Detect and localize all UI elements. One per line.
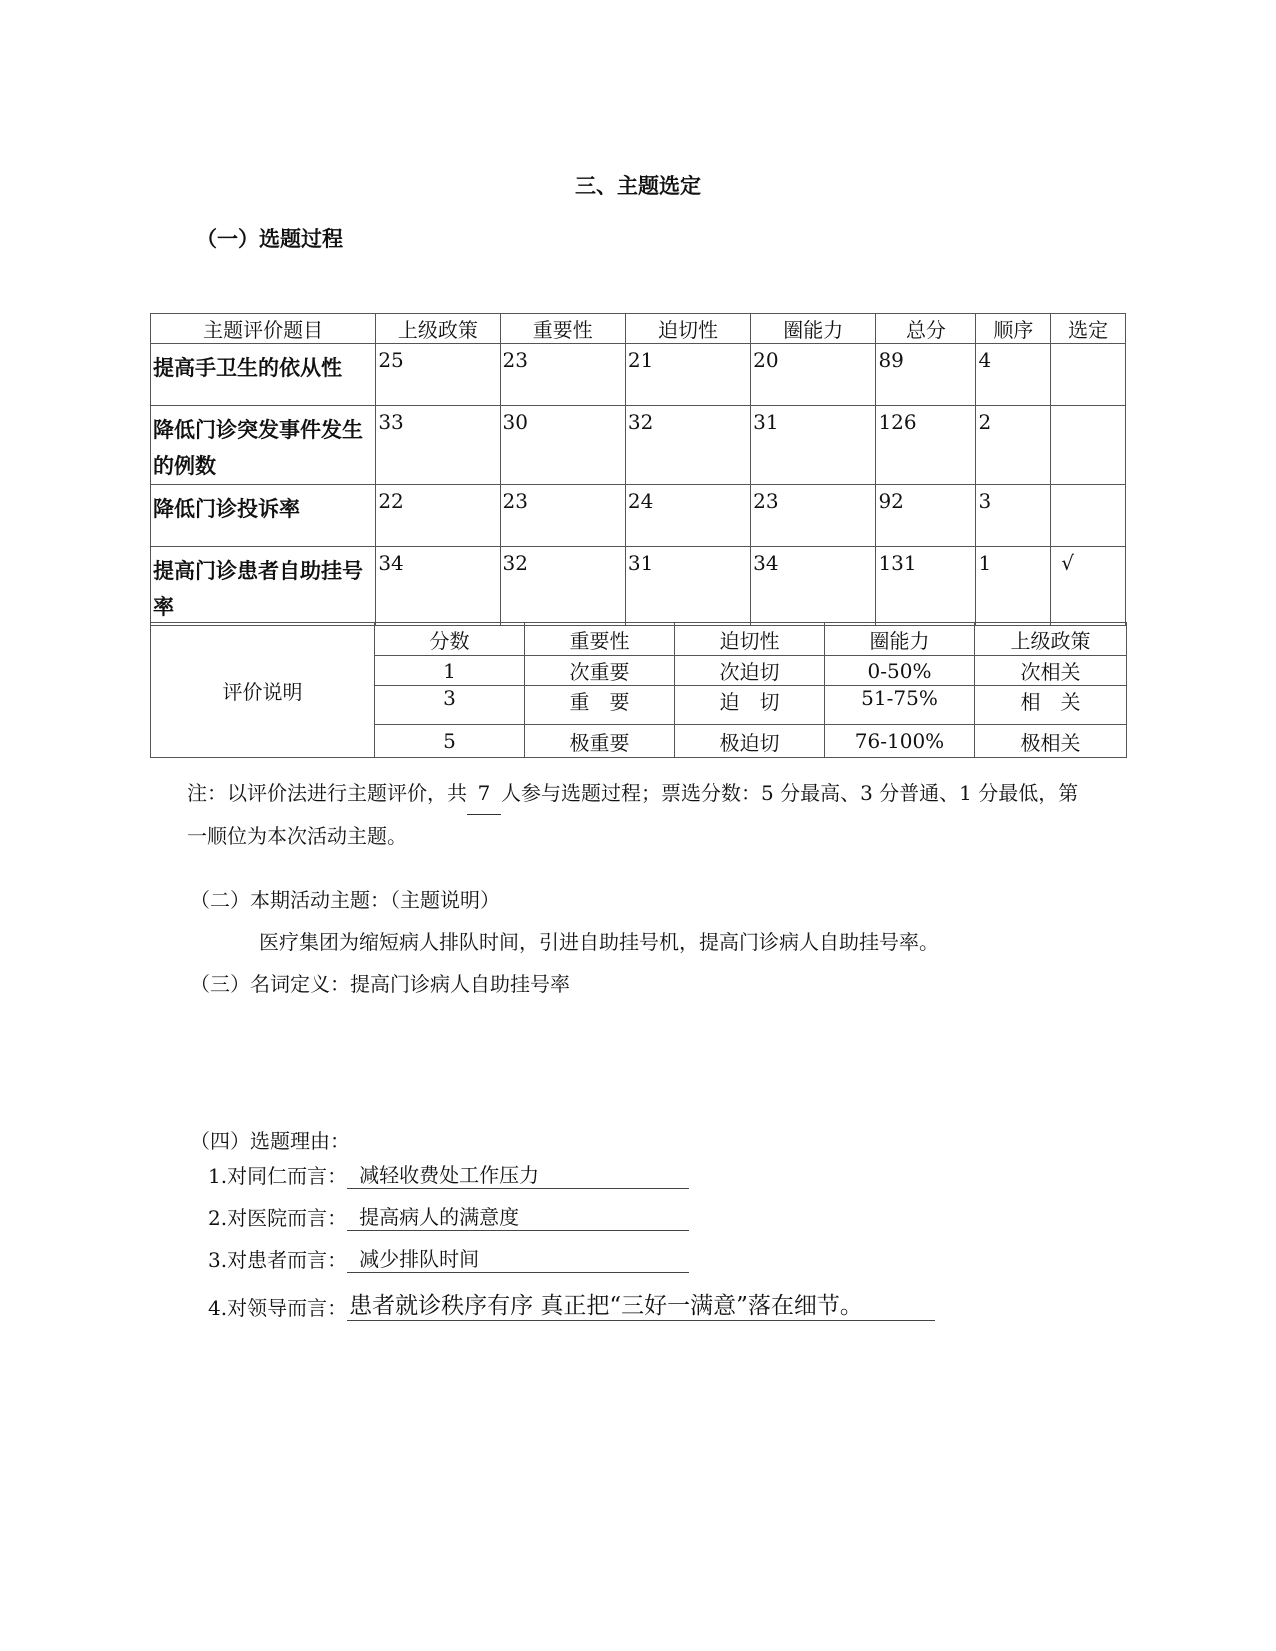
cell-selected: √ bbox=[1051, 547, 1126, 626]
table-row bbox=[151, 547, 1126, 626]
legend-cell: 极重要 bbox=[525, 725, 675, 758]
header-urgency: 迫切性 bbox=[625, 314, 750, 344]
reason-value: 提高病人的满意度 bbox=[347, 1201, 689, 1231]
header-topic: 主题评价题目 bbox=[151, 314, 376, 344]
reason-label: 4.对领导而言： bbox=[208, 1296, 348, 1320]
cell-total: 89 bbox=[876, 344, 976, 406]
header-selected: 选定 bbox=[1051, 314, 1126, 344]
cell-policy: 33 bbox=[376, 406, 500, 485]
reason-label: 3.对患者而言： bbox=[208, 1248, 348, 1272]
reason-value: 患者就诊秩序有序 真正把“三好一满意”落在细节。 bbox=[347, 1287, 935, 1321]
participant-count: 7 bbox=[467, 772, 501, 815]
table-header-row bbox=[151, 314, 1126, 344]
legend-cell: 76-100% bbox=[825, 725, 975, 758]
reason-value: 减轻收费处工作压力 bbox=[347, 1159, 689, 1189]
cell-total: 131 bbox=[876, 547, 976, 626]
table-row bbox=[151, 406, 1126, 485]
legend-cell: 0-50% bbox=[825, 656, 975, 686]
legend-cell: 次相关 bbox=[975, 656, 1127, 686]
reason-item-leadership bbox=[208, 1287, 935, 1321]
legend-header-score: 分数 bbox=[375, 623, 525, 656]
reason-item-hospital bbox=[208, 1201, 689, 1231]
scoring-legend-table bbox=[150, 622, 1127, 758]
header-order: 顺序 bbox=[976, 314, 1051, 344]
cell-order: 2 bbox=[976, 406, 1051, 485]
section-selection-process-heading: （一）选题过程 bbox=[196, 226, 343, 251]
cell-selected bbox=[1051, 344, 1126, 406]
table-row bbox=[151, 344, 1126, 406]
cell-urgency: 31 bbox=[625, 547, 750, 626]
reason-item-patients bbox=[208, 1243, 689, 1273]
note-prefix: 注：以评价法进行主题评价，共 bbox=[187, 781, 467, 805]
cell-capability: 23 bbox=[751, 485, 876, 547]
cell-total: 126 bbox=[876, 406, 976, 485]
section-activity-theme-heading: （二）本期活动主题：（主题说明） bbox=[190, 888, 500, 912]
header-total: 总分 bbox=[876, 314, 976, 344]
legend-cell: 3 bbox=[375, 686, 525, 725]
cell-total: 92 bbox=[876, 485, 976, 547]
legend-cell: 相 关 bbox=[975, 686, 1127, 725]
cell-order: 4 bbox=[976, 344, 1051, 406]
cell-urgency: 24 bbox=[625, 485, 750, 547]
legend-cell: 5 bbox=[375, 725, 525, 758]
cell-selected bbox=[1051, 406, 1126, 485]
cell-importance: 30 bbox=[500, 406, 625, 485]
cell-topic: 提高门诊患者自助挂号率 bbox=[151, 547, 376, 626]
cell-policy: 25 bbox=[376, 344, 500, 406]
header-capability: 圈能力 bbox=[751, 314, 876, 344]
legend-cell: 次迫切 bbox=[675, 656, 825, 686]
legend-cell: 重 要 bbox=[525, 686, 675, 725]
section-term-definition: （三）名词定义：提高门诊病人自助挂号率 bbox=[190, 972, 570, 996]
section-selection-reasons-heading: （四）选题理由： bbox=[190, 1129, 350, 1153]
legend-cell: 迫 切 bbox=[675, 686, 825, 725]
cell-importance: 23 bbox=[500, 344, 625, 406]
cell-policy: 22 bbox=[376, 485, 500, 547]
cell-importance: 32 bbox=[500, 547, 625, 626]
header-policy: 上级政策 bbox=[376, 314, 500, 344]
cell-topic: 降低门诊投诉率 bbox=[151, 485, 376, 547]
note-suffix: 人参与选题过程；票选分数：5 分最高、3 分普通、1 分最低，第一顺位为本次活动主题。 bbox=[187, 781, 1079, 848]
cell-order: 3 bbox=[976, 485, 1051, 547]
evaluation-note bbox=[187, 772, 1097, 857]
cell-capability: 20 bbox=[751, 344, 876, 406]
legend-cell: 次重要 bbox=[525, 656, 675, 686]
cell-capability: 31 bbox=[751, 406, 876, 485]
legend-cell: 极迫切 bbox=[675, 725, 825, 758]
legend-label: 评价说明 bbox=[151, 623, 375, 758]
legend-cell: 51-75% bbox=[825, 686, 975, 725]
reason-label: 2.对医院而言： bbox=[208, 1206, 348, 1230]
page-title: 三、主题选定 bbox=[575, 173, 701, 198]
reason-item-colleagues bbox=[208, 1159, 689, 1189]
topic-evaluation-table bbox=[150, 313, 1126, 626]
reason-value: 减少排队时间 bbox=[347, 1243, 689, 1273]
reason-label: 1.对同仁而言： bbox=[208, 1164, 348, 1188]
table-row bbox=[151, 485, 1126, 547]
legend-header-row bbox=[151, 623, 1127, 656]
cell-topic: 提高手卫生的依从性 bbox=[151, 344, 376, 406]
cell-urgency: 21 bbox=[625, 344, 750, 406]
cell-capability: 34 bbox=[751, 547, 876, 626]
legend-cell: 1 bbox=[375, 656, 525, 686]
cell-urgency: 32 bbox=[625, 406, 750, 485]
legend-header-policy: 上级政策 bbox=[975, 623, 1127, 656]
legend-cell: 极相关 bbox=[975, 725, 1127, 758]
legend-header-importance: 重要性 bbox=[525, 623, 675, 656]
legend-header-urgency: 迫切性 bbox=[675, 623, 825, 656]
cell-order: 1 bbox=[976, 547, 1051, 626]
legend-header-capability: 圈能力 bbox=[825, 623, 975, 656]
header-importance: 重要性 bbox=[500, 314, 625, 344]
cell-importance: 23 bbox=[500, 485, 625, 547]
cell-policy: 34 bbox=[376, 547, 500, 626]
cell-selected bbox=[1051, 485, 1126, 547]
activity-theme-description: 医疗集团为缩短病人排队时间，引进自助挂号机，提高门诊病人自助挂号率。 bbox=[259, 930, 939, 954]
cell-topic: 降低门诊突发事件发生的例数 bbox=[151, 406, 376, 485]
